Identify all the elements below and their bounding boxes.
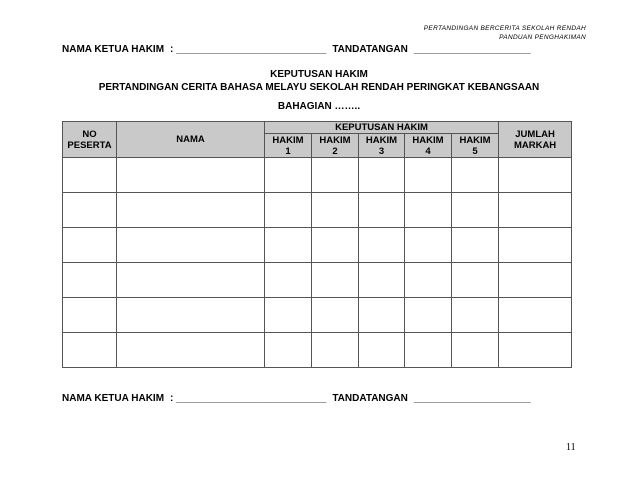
cell-jumlah-markah[interactable]: [499, 263, 572, 298]
cell-hakim-3[interactable]: [359, 298, 405, 333]
cell-hakim-5[interactable]: [452, 298, 499, 333]
cell-nama[interactable]: [117, 263, 265, 298]
cell-nama[interactable]: [117, 333, 265, 368]
hakim-4-number: 4: [425, 145, 431, 157]
header-nama: NAMA: [117, 122, 265, 158]
cell-hakim-1[interactable]: [265, 158, 312, 193]
header-no-line-1: NO: [82, 128, 97, 140]
hakim-2-label: HAKIM: [319, 134, 351, 146]
cell-no-peserta[interactable]: [63, 263, 117, 298]
cell-hakim-5[interactable]: [452, 333, 499, 368]
hakim-4-label: HAKIM: [412, 134, 444, 146]
running-header: [424, 24, 586, 42]
cell-hakim-2[interactable]: [312, 298, 359, 333]
header-total-line-2: MARKAH: [513, 139, 557, 151]
table-row: [63, 228, 572, 263]
cell-hakim-2[interactable]: [312, 228, 359, 263]
cell-hakim-4[interactable]: [405, 333, 452, 368]
section-label: BAHAGIAN ……..: [277, 101, 361, 112]
signature-label: TANDATANGAN: [332, 44, 408, 55]
cell-hakim-3[interactable]: [359, 263, 405, 298]
cell-hakim-4[interactable]: [405, 193, 452, 228]
header-no-peserta: [63, 122, 117, 158]
cell-hakim-2[interactable]: [312, 263, 359, 298]
table-row: [63, 158, 572, 193]
signature-field-bottom[interactable]: _____________________: [413, 393, 531, 404]
header-hakim-5: [452, 134, 499, 158]
cell-hakim-5[interactable]: [452, 158, 499, 193]
header-jumlah-markah: [499, 122, 572, 158]
hakim-3-number: 3: [378, 145, 385, 157]
chief-judge-name-field-bottom[interactable]: : ___________________________: [170, 393, 327, 404]
cell-hakim-5[interactable]: [452, 228, 499, 263]
cell-hakim-1[interactable]: [265, 263, 312, 298]
hakim-1-number: 1: [285, 145, 291, 157]
cell-jumlah-markah[interactable]: [499, 193, 572, 228]
table-row: [63, 263, 572, 298]
header-total-line-1: JUMLAH: [515, 128, 555, 140]
sign-line-top: [62, 44, 531, 55]
hakim-5-number: 5: [472, 145, 478, 157]
header-hakim-1: [265, 134, 312, 158]
cell-jumlah-markah[interactable]: [499, 158, 572, 193]
header-no-line-2: PESERTA: [67, 139, 112, 151]
cell-no-peserta[interactable]: [63, 298, 117, 333]
cell-nama[interactable]: [117, 298, 265, 333]
cell-hakim-2[interactable]: [312, 333, 359, 368]
cell-hakim-4[interactable]: [405, 158, 452, 193]
signature-field[interactable]: _____________________: [413, 44, 531, 55]
signature-label-bottom: TANDATANGAN: [332, 393, 408, 404]
cell-hakim-1[interactable]: [265, 333, 312, 368]
cell-hakim-2[interactable]: [312, 158, 359, 193]
cell-hakim-3[interactable]: [359, 158, 405, 193]
chief-judge-name-label-bottom: NAMA KETUA HAKIM: [62, 393, 165, 404]
hakim-2-number: 2: [332, 145, 338, 157]
cell-hakim-1[interactable]: [265, 228, 312, 263]
cell-jumlah-markah[interactable]: [499, 298, 572, 333]
sign-line-bottom: [62, 393, 531, 404]
table-row: [63, 193, 572, 228]
cell-hakim-4[interactable]: [405, 228, 452, 263]
cell-hakim-2[interactable]: [312, 193, 359, 228]
document-subtitle: PERTANDINGAN CERITA BAHASA MELAYU SEKOLAH RENDAH PERINGKAT KEBANGSAAN: [98, 82, 540, 93]
running-header-line-2: PANDUAN PENGHAKIMAN: [499, 34, 586, 41]
cell-hakim-3[interactable]: [359, 333, 405, 368]
score-table-body: [63, 158, 572, 368]
header-hakim-4: [405, 134, 452, 158]
cell-jumlah-markah[interactable]: [499, 333, 572, 368]
hakim-1-label: HAKIM: [272, 134, 304, 146]
cell-hakim-4[interactable]: [405, 298, 452, 333]
chief-judge-name-field[interactable]: : ___________________________: [170, 44, 327, 55]
cell-no-peserta[interactable]: [63, 333, 117, 368]
cell-hakim-1[interactable]: [265, 193, 312, 228]
cell-hakim-3[interactable]: [359, 228, 405, 263]
cell-jumlah-markah[interactable]: [499, 228, 572, 263]
cell-no-peserta[interactable]: [63, 158, 117, 193]
hakim-5-label: HAKIM: [459, 134, 491, 146]
header-hakim-3: [359, 134, 405, 158]
header-keputusan-hakim: KEPUTUSAN HAKIM: [265, 122, 499, 134]
chief-judge-name-label: NAMA KETUA HAKIM: [62, 44, 165, 55]
cell-no-peserta[interactable]: [63, 228, 117, 263]
running-header-line-1: PERTANDINGAN BERCERITA SEKOLAH RENDAH: [423, 25, 586, 32]
cell-no-peserta[interactable]: [63, 193, 117, 228]
page-number: 11: [566, 442, 576, 453]
cell-hakim-5[interactable]: [452, 263, 499, 298]
cell-hakim-5[interactable]: [452, 193, 499, 228]
hakim-3-label: HAKIM: [365, 134, 398, 146]
cell-nama[interactable]: [117, 193, 265, 228]
cell-hakim-4[interactable]: [405, 263, 452, 298]
cell-nama[interactable]: [117, 228, 265, 263]
header-hakim-2: [312, 134, 359, 158]
table-row: [63, 333, 572, 368]
cell-hakim-3[interactable]: [359, 193, 405, 228]
cell-nama[interactable]: [117, 158, 265, 193]
judging-score-table: [62, 121, 572, 368]
document-title: KEPUTUSAN HAKIM: [270, 69, 368, 80]
cell-hakim-1[interactable]: [265, 298, 312, 333]
table-row: [63, 298, 572, 333]
